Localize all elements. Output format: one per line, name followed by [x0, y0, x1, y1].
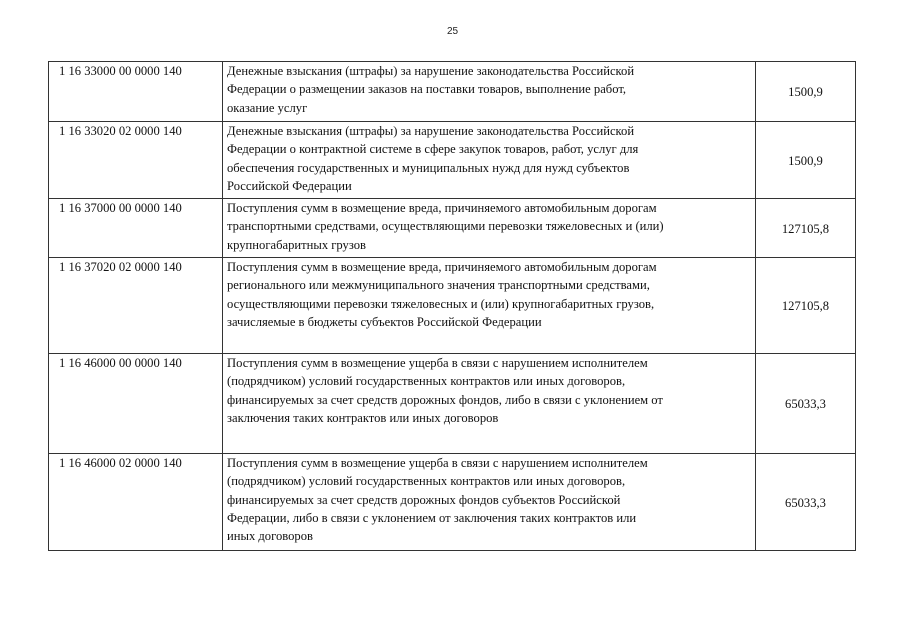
description-cell	[223, 258, 756, 354]
description-line: заключения таких контрактов или иных договоров	[227, 410, 499, 425]
description-line: (подрядчиком) условий государственных контрактов или иных договоров,	[227, 474, 626, 489]
description-cell	[223, 454, 756, 551]
description-line: Поступления сумм в возмещение вреда, причиняемого автомобильным дорогам	[227, 260, 657, 274]
table-row	[49, 122, 856, 199]
amount-cell: 65033,3	[756, 454, 856, 551]
description-line: Поступления сумм в возмещение ущерба в связи с нарушением исполнителем	[227, 456, 648, 470]
description-line: финансируемых за счет средств дорожных фондов, либо в связи с уклонением от	[227, 392, 663, 407]
description-cell	[223, 354, 756, 454]
table-row	[49, 258, 856, 354]
revenue-table	[48, 61, 856, 551]
description-cell	[223, 62, 756, 122]
description-cell	[223, 199, 756, 258]
description-line: финансируемых за счет средств дорожных фондов субъектов Российской	[227, 492, 621, 507]
amount-cell: 127105,8	[756, 258, 856, 354]
revenue-code-cell: 1 16 33020 02 0000 140	[49, 122, 223, 199]
description-line: иных договоров	[227, 529, 313, 544]
description-line: транспортными средствами, осуществляющими перевозки тяжеловесных и (или)	[227, 219, 664, 234]
table-row	[49, 354, 856, 454]
revenue-code-cell: 1 16 33000 00 0000 140	[49, 62, 223, 122]
table-row	[49, 62, 856, 122]
description-line: Денежные взыскания (штрафы) за нарушение законодательства Российской	[227, 124, 635, 138]
description-line: Поступления сумм в возмещение ущерба в связи с нарушением исполнителем	[227, 356, 648, 370]
amount-cell: 65033,3	[756, 354, 856, 454]
revenue-code-cell: 1 16 37020 02 0000 140	[49, 258, 223, 354]
description-line: осуществляющими перевозки тяжеловесных и (или) крупногабаритных грузов,	[227, 296, 655, 311]
description-line: зачисляемые в бюджеты субъектов Российской Федерации	[227, 314, 542, 329]
page-number: 25	[446, 26, 459, 37]
description-line: обеспечения государственных и муниципальных нужд для нужд субъектов	[227, 160, 630, 175]
description-line: Федерации о контрактной системе в сфере закупок товаров, работ, услуг для	[227, 142, 639, 157]
table-row	[49, 454, 856, 551]
description-line: Российской Федерации	[227, 178, 352, 193]
description-line: Федерации, либо в связи с уклонением от заключения таких контрактов или	[227, 510, 637, 525]
revenue-code-cell: 1 16 37000 00 0000 140	[49, 199, 223, 258]
description-line: Федерации о размещении заказов на поставки товаров, выполнение работ,	[227, 82, 627, 97]
description-line: Поступления сумм в возмещение вреда, причиняемого автомобильным дорогам	[227, 201, 657, 215]
description-line: оказание услуг	[227, 100, 308, 115]
description-line: регионального или межмуниципального значения транспортными средствами,	[227, 278, 650, 293]
description-line: Денежные взыскания (штрафы) за нарушение законодательства Российской	[227, 64, 635, 78]
table-row	[49, 199, 856, 258]
description-line: (подрядчиком) условий государственных контрактов или иных договоров,	[227, 374, 626, 389]
revenue-code-cell: 1 16 46000 00 0000 140	[49, 354, 223, 454]
description-line: крупногабаритных грузов	[227, 237, 366, 252]
amount-cell: 1500,9	[756, 122, 856, 199]
amount-cell: 127105,8	[756, 199, 856, 258]
amount-cell: 1500,9	[756, 62, 856, 122]
revenue-code-cell: 1 16 46000 02 0000 140	[49, 454, 223, 551]
description-cell	[223, 122, 756, 199]
